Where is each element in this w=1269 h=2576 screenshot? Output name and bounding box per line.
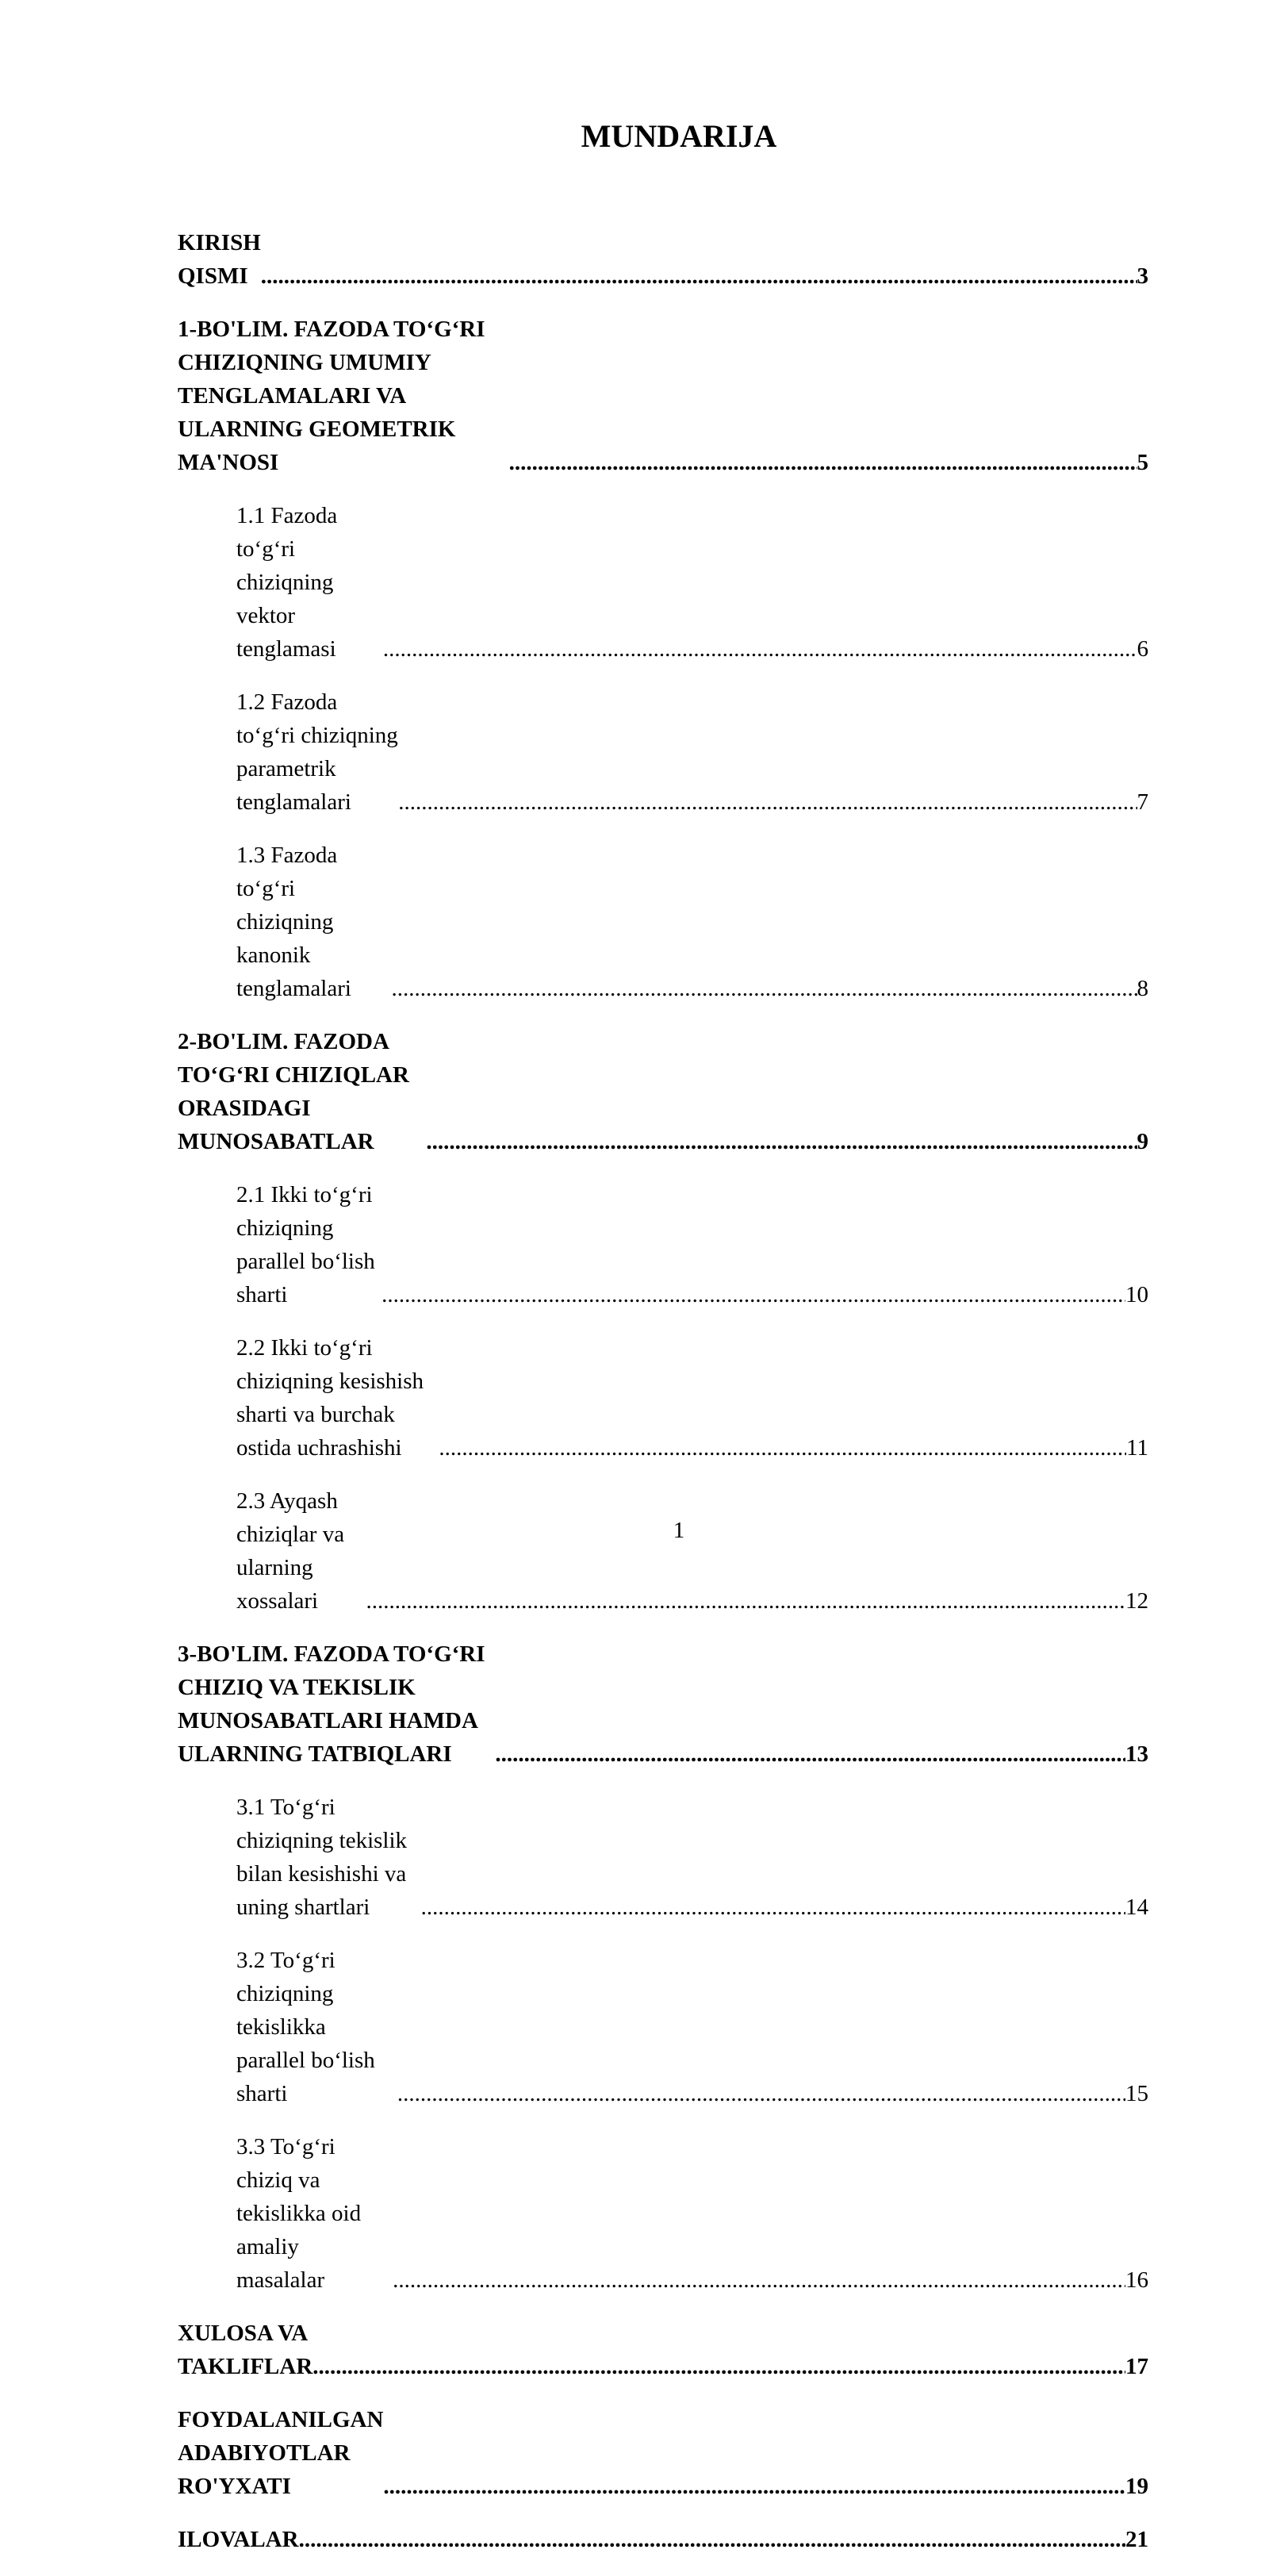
toc-page-number: 13 xyxy=(1125,1741,1148,1767)
toc-leader-dots xyxy=(312,2350,1125,2383)
toc-entry-text: 1-BO'LIM. FAZODA TO‘G‘RI CHIZIQNING UMUMIY TENGLAMALARI VA ULARNING GEOMETRIK MA'NOSI xyxy=(178,317,485,475)
toc-entry-text: 2-BO'LIM. FAZODA TO‘G‘RI CHIZIQLAR ORASIDAGI MUNOSABATLAR xyxy=(178,1029,409,1154)
toc-leader-dots xyxy=(426,1125,1137,1158)
toc-page-number: 10 xyxy=(1125,1282,1148,1307)
toc-entry-section-1-2[interactable] xyxy=(178,685,1148,819)
table-of-contents xyxy=(178,226,1148,2576)
toc-leader-dots xyxy=(393,2263,1125,2297)
toc-page-number: 12 xyxy=(1125,1588,1148,1614)
toc-page-number: 3 xyxy=(1137,263,1148,289)
toc-leader-dots xyxy=(509,446,1137,479)
toc-entry-text: 1.2 Fazoda to‘g‘ri chiziqning parametrik tenglamalari xyxy=(236,689,398,815)
toc-leader-dots xyxy=(421,1891,1125,1924)
toc-entry-appendices[interactable] xyxy=(178,2523,1148,2556)
page-number: 1 xyxy=(673,1518,685,1543)
toc-entry-section-2-3[interactable] xyxy=(178,1484,1148,1618)
toc-entry-text: 1.3 Fazoda to‘g‘ri chiziqning kanonik tenglamalari xyxy=(236,843,351,1001)
toc-page-number: 15 xyxy=(1125,2081,1148,2106)
toc-entry-text: 2.3 Ayqash chiziqlar va ularning xossalari xyxy=(236,1488,345,1614)
toc-entry-text: 1.1 Fazoda to‘g‘ri chiziqning vektor tenglamasi xyxy=(236,503,338,662)
toc-entry-references[interactable] xyxy=(178,2403,1148,2503)
toc-page-number: 11 xyxy=(1126,1435,1148,1461)
toc-entry-text: 3.2 To‘g‘ri chiziqning tekislikka parallel bo‘lish sharti xyxy=(236,1948,375,2106)
toc-leader-dots xyxy=(383,632,1137,666)
toc-leader-dots xyxy=(392,972,1137,1005)
toc-page-number: 9 xyxy=(1137,1129,1148,1154)
toc-page-number: 16 xyxy=(1125,2267,1148,2293)
toc-entry-text: 3.3 To‘g‘ri chiziq va tekislikka oid amaliy masalalar xyxy=(236,2134,362,2293)
toc-entry-text: KIRISH QISMI xyxy=(178,230,261,289)
toc-entry-conclusion[interactable] xyxy=(178,2317,1148,2383)
toc-leader-dots xyxy=(366,1584,1125,1618)
toc-leader-dots xyxy=(397,2077,1125,2110)
toc-entry-section-1-1[interactable] xyxy=(178,499,1148,666)
toc-page-number: 8 xyxy=(1137,976,1148,1001)
toc-entry-chapter-3[interactable] xyxy=(178,1637,1148,1771)
toc-leader-dots xyxy=(398,785,1137,819)
toc-entry-chapter-1[interactable] xyxy=(178,313,1148,479)
toc-leader-dots xyxy=(299,2523,1125,2556)
toc-entry-text: FOYDALANILGAN ADABIYOTLAR RO'YXATI xyxy=(178,2407,384,2499)
toc-entry-section-3-2[interactable] xyxy=(178,1944,1148,2110)
page-title: MUNDARIJA xyxy=(581,118,777,154)
toc-page-number: 14 xyxy=(1125,1895,1148,1920)
toc-entry-section-3-3[interactable] xyxy=(178,2130,1148,2297)
toc-leader-dots xyxy=(383,2470,1125,2503)
toc-entry-text: 2.1 Ikki to‘g‘ri chiziqning parallel bo‘lish sharti xyxy=(236,1182,375,1307)
toc-leader-dots xyxy=(439,1431,1126,1465)
toc-leader-dots xyxy=(381,1278,1125,1311)
toc-entry-text: 2.2 Ikki to‘g‘ri chiziqning kesishish sharti va burchak ostida uchrashishi xyxy=(236,1335,424,1461)
toc-entry-section-2-2[interactable] xyxy=(178,1331,1148,1465)
toc-entry-chapter-2[interactable] xyxy=(178,1025,1148,1158)
toc-page-number: 19 xyxy=(1125,2474,1148,2499)
toc-entry-text: XULOSA VA TAKLIFLAR xyxy=(178,2321,313,2379)
toc-entry-text: 3-BO'LIM. FAZODA TO‘G‘RI CHIZIQ VA TEKISLIK MUNOSABATLARI HAMDA ULARNING TATBIQLARI xyxy=(178,1641,485,1767)
toc-leader-dots xyxy=(261,259,1137,293)
toc-entry-text: 3.1 To‘g‘ri chiziqning tekislik bilan kesishishi va uning shartlari xyxy=(236,1795,408,1920)
toc-entry-text: ILOVALAR xyxy=(178,2527,299,2552)
toc-page-number: 21 xyxy=(1125,2527,1148,2552)
toc-entry-introduction[interactable] xyxy=(178,226,1148,293)
toc-entry-section-2-1[interactable] xyxy=(178,1178,1148,1311)
toc-page-number: 6 xyxy=(1137,636,1148,662)
toc-page-number: 5 xyxy=(1137,450,1148,475)
toc-page-number: 7 xyxy=(1137,789,1148,815)
toc-entry-section-1-3[interactable] xyxy=(178,839,1148,1005)
toc-entry-section-3-1[interactable] xyxy=(178,1791,1148,1924)
toc-page-number: 17 xyxy=(1125,2354,1148,2379)
toc-leader-dots xyxy=(495,1737,1125,1771)
